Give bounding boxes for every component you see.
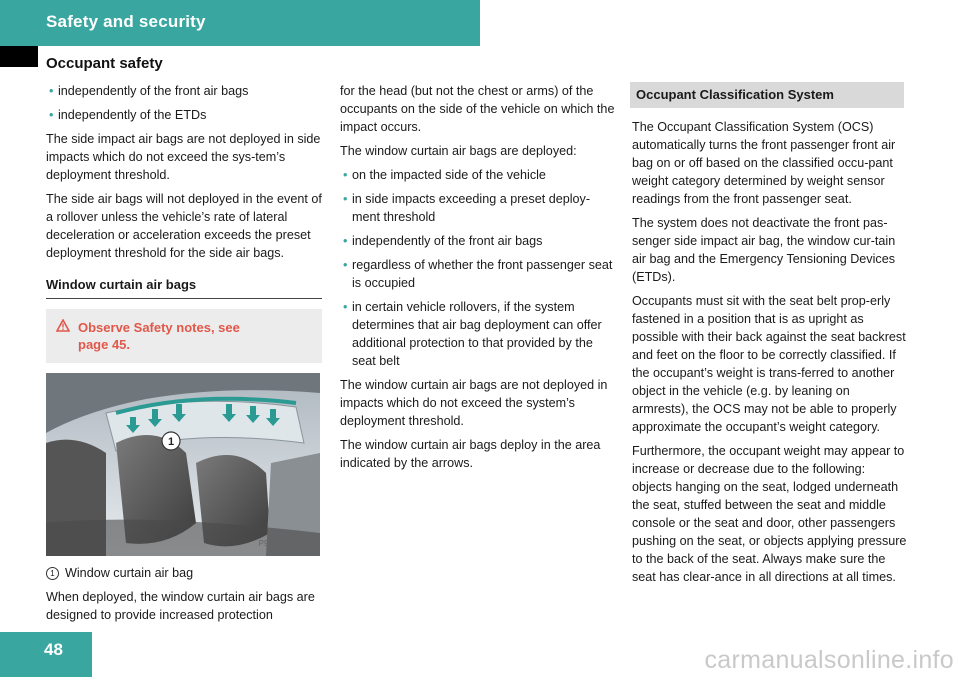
paragraph: When deployed, the window curtain air bags are designed to provide increased protection	[46, 590, 315, 622]
subheading-window-curtain: Window curtain air bags	[46, 276, 322, 299]
figure-code: P91.60-3518-31	[258, 539, 316, 548]
section-title: Occupant safety	[46, 55, 163, 72]
figure-caption	[46, 564, 322, 582]
page-reference-link[interactable]: page 45.	[78, 337, 131, 352]
list-item: • on the impacted side of the vehicle	[340, 166, 616, 184]
figure-callout-number: 1	[167, 436, 175, 448]
warning-text	[78, 319, 312, 353]
column-middle	[340, 82, 616, 478]
list-item: • in side impacts exceeding a preset deploy-ment threshold	[340, 190, 616, 226]
warning-line: Observe Safety notes, see	[78, 320, 240, 335]
list-item: • regardless of whether the front passenger seat is occupied	[340, 256, 616, 292]
paragraph: The window curtain air bags are deployed:	[340, 144, 577, 158]
column-left	[46, 82, 322, 630]
watermark: carmanualsonline.info	[704, 646, 954, 674]
paragraph: The Occupant Classification System (OCS) automatically turns the front passenger front air bag on or off based on the classified occu-pant weight category determined by weight sensor readings from the front passenger seat.	[632, 120, 896, 206]
ocs-heading: Occupant Classification System	[630, 82, 904, 108]
paragraph: for the head (but not the chest or arms) of the occupants on the side of the vehicle on which the impact occurs.	[340, 84, 615, 134]
column-right	[632, 82, 908, 592]
paragraph: The side impact air bags are not deployed in side impacts which do not exceed the sys-tem’s deployment threshold.	[46, 132, 321, 182]
chapter-title: Safety and security	[46, 12, 206, 31]
paragraph: The window curtain air bags are not deployed in impacts which do not exceed the system’s deployment threshold.	[340, 378, 608, 428]
window-curtain-airbag-figure	[46, 373, 320, 556]
warning-box	[46, 309, 322, 363]
list-item: • independently of the front air bags	[46, 82, 322, 100]
warning-triangle-icon	[56, 319, 70, 332]
paragraph: Furthermore, the occupant weight may appear to increase or decrease due to the following: objects hanging on the seat, lodged underneath the seat, stuffed between the seat and middle console or the seat and door, other passengers pushing on the seat, or objects applying pressure to the back of the seat. Always make sure the seat has clear-ance in all directions at all times.	[632, 444, 907, 584]
paragraph: The system does not deactivate the front pas-senger side impact air bag, the window cur-tain air bag and the Emergency Tensioning Devices (ETDs).	[632, 216, 896, 284]
paragraph: The window curtain air bags deploy in the area indicated by the arrows.	[340, 438, 601, 470]
caption-text: Window curtain air bag	[65, 566, 194, 580]
list-item: • independently of the front air bags	[340, 232, 616, 250]
section-tab-marker	[0, 46, 38, 67]
paragraph: The side air bags will not deployed in the event of a rollover unless the vehicle’s rate of lateral deceleration or acceleration exceeds the preset deployment threshold for the side air bags.	[46, 192, 322, 260]
list-item: • in certain vehicle rollovers, if the system determines that air bag deployment can offer additional protection to that provided by the seat belt	[340, 298, 616, 370]
deployment-bullet-list	[340, 166, 616, 370]
top-bullet-list	[46, 82, 322, 124]
list-item: • independently of the ETDs	[46, 106, 322, 124]
car-interior-illustration	[46, 373, 320, 556]
page-number: 48	[44, 640, 63, 659]
caption-number-badge: 1	[46, 567, 59, 580]
paragraph: Occupants must sit with the seat belt prop-erly fastened in a position that is as upright as possible with their back against the seat backrest and feet on the floor to be correctly classified. If the occupant’s weight is trans-ferred to another object in the vehicle (e.g. by leaning on armrests), the OCS may not be able to properly approximate the occupant’s weight category.	[632, 294, 906, 434]
